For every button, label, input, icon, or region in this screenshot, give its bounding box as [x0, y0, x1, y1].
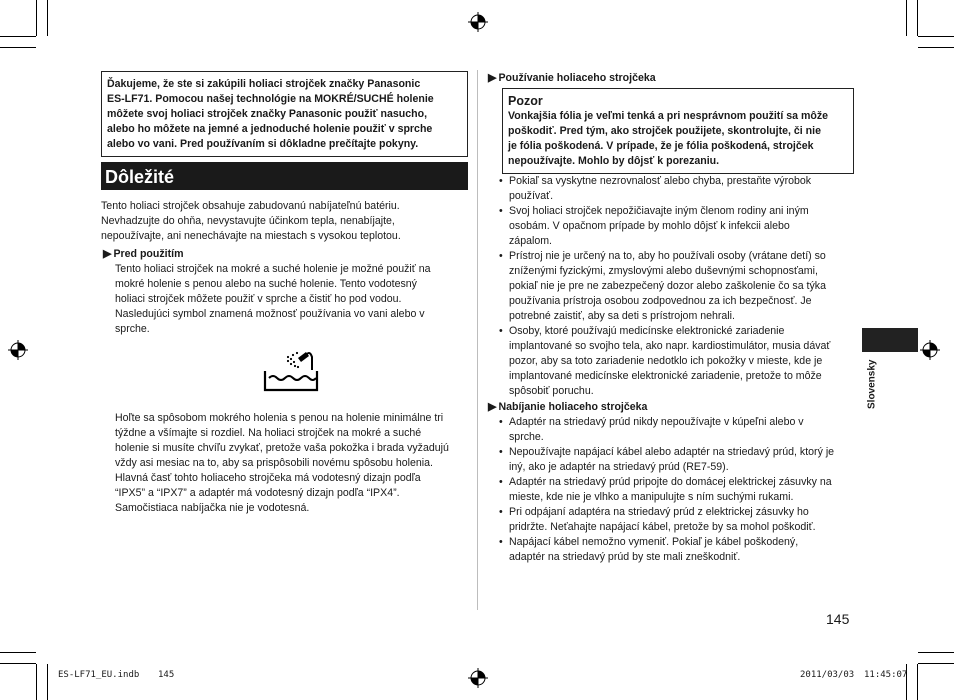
- heading-text: Nabíjanie holiaceho strojčeka: [498, 401, 648, 413]
- crop-mark: [36, 0, 37, 36]
- text-line: zápalom.: [509, 235, 552, 247]
- crop-mark: [36, 664, 37, 700]
- wet-shaving-paragraph: [115, 411, 475, 516]
- triangle-bullet-icon: ▶: [488, 401, 497, 413]
- text-line: potrebné zaistiť, aby sa deti s prístrojom nehrali.: [509, 310, 735, 322]
- crop-mark: [918, 663, 954, 664]
- intro-line: alebo vo vani. Pred používaním si dôkladne prečítajte pokyny.: [107, 138, 419, 150]
- crop-mark: [47, 0, 48, 36]
- charging-bullet-list: [497, 415, 859, 565]
- text-line: zníženými fyzickými, zmyslovými alebo duševnými schopnosťami,: [509, 265, 818, 277]
- text-line: • Prístroj nie je určený na to, aby ho používali osoby (vrátane detí) so: [509, 250, 826, 262]
- list-item: [497, 535, 859, 565]
- text-line: • Adaptér na striedavý prúd nikdy nepoužívajte v kúpeľni alebo v: [509, 416, 804, 428]
- crop-mark: [918, 47, 954, 48]
- intro-box: [101, 71, 468, 157]
- crop-mark: [0, 663, 36, 664]
- usage-heading: [488, 71, 656, 86]
- text-line: • Osoby, ktoré používajú medicínske elektronické zariadenie: [509, 325, 785, 337]
- text-line: implantované medicínske elektronické zariadenie, pretože to môže: [509, 370, 822, 382]
- text-line: spôsobiť poruchu.: [509, 385, 594, 397]
- text-line: • Pri odpájaní adaptéra na striedavý prúd z elektrickej zásuvky ho: [509, 506, 809, 518]
- registration-mark-icon: [920, 340, 940, 360]
- text-line: “IPX5” a “IPX7” a adaptér má vodotesný dizajn podľa “IPX4”.: [115, 487, 400, 499]
- list-item: [497, 415, 859, 445]
- text-line: • Adaptér na striedavý prúd pripojte do domácej elektrickej zásuvky na: [509, 476, 832, 488]
- before-use-paragraph: [115, 262, 473, 337]
- battery-warning-paragraph: [101, 199, 471, 244]
- crop-mark: [0, 36, 36, 37]
- caution-title: Pozor: [508, 94, 543, 108]
- text-line: Tento holiaci strojček na mokré a suché holenie je možné použiť na: [115, 263, 431, 275]
- list-item: [497, 324, 859, 399]
- footer-date: 2011/03/03: [800, 670, 855, 680]
- crop-mark: [918, 652, 954, 653]
- footer-time: 11:45:07: [864, 670, 908, 680]
- footer-page: 145: [158, 670, 175, 680]
- list-item: [497, 174, 859, 204]
- text-line: Samočistiaca nabíjačka nie je vodotesná.: [115, 502, 310, 514]
- heading-text: Používanie holiaceho strojčeka: [498, 72, 656, 84]
- text-line: iný, ako je adaptér na striedavý prúd (RE7-59).: [509, 461, 729, 473]
- text-line: implantované so svojho tela, ako napr. kardiostimulátor, musia dávať: [509, 340, 831, 352]
- text-line: používania prístroja osobou zodpovednou za ich bezpečnosť. Je: [509, 295, 812, 307]
- text-line: • Nepoužívajte napájací kábel alebo adaptér na striedavý prúd, ktorý je: [509, 446, 835, 458]
- registration-mark-icon: [8, 340, 28, 360]
- registration-mark-icon: [468, 12, 488, 32]
- crop-mark: [47, 664, 48, 700]
- charging-heading: [488, 400, 647, 415]
- crop-mark: [0, 47, 36, 48]
- text-line: • Svoj holiaci strojček nepožičiavajte iným členom rodiny ani iným: [509, 205, 809, 217]
- text-line: používať.: [509, 190, 554, 202]
- language-tab: [862, 328, 918, 352]
- text-line: Nasledujúci symbol znamená možnosť používania vo vani alebo v: [115, 308, 425, 320]
- caution-line: nepoužívajte. Mohlo by dôjsť k porezaniu.: [508, 155, 720, 167]
- intro-line: ES-LF71. Pomocou našej technológie na MOKRÉ/SUCHÉ holenie: [107, 93, 434, 105]
- usage-bullet-list: [497, 174, 859, 399]
- text-line: mokré holenie s penou alebo na suché holenie. Tento vodotesný: [115, 278, 417, 290]
- before-use-heading: [103, 247, 184, 262]
- text-line: mieste, kde nie je vlhko a manipulujte s ním suchými rukami.: [509, 491, 794, 503]
- text-line: sprche.: [115, 323, 150, 335]
- bath-shower-icon: [262, 348, 320, 394]
- list-item: [497, 204, 859, 249]
- caution-line: poškodiť. Pred tým, ako strojček použijete, skontrolujte, či nie: [508, 125, 821, 137]
- text-line: osobám. V opačnom prípade by mohlo dôjsť k infekcii alebo: [509, 220, 790, 232]
- text-line: • Napájací kábel nemožno vymeniť. Pokiaľ je kábel poškodený,: [509, 536, 799, 548]
- text-line: nepoužívajte, ani nenechávajte na miestach s vysokou teplotou.: [101, 230, 401, 242]
- text-line: pokiaľ nie je pre ne zabezpečený dozor alebo zaškolenie čo sa týka: [509, 280, 826, 292]
- text-line: Nevhadzujte do ohňa, nevystavujte účinkom tepla, nenabíjajte,: [101, 215, 395, 227]
- text-line: pozor, aby sa toto zariadenie nedotklo ich pokožky v mieste, kde je: [509, 355, 823, 367]
- section-title: Dôležité: [101, 162, 468, 190]
- list-item: [497, 445, 859, 475]
- intro-line: alebo ho môžete na jemné a jednoduché holenie použiť v sprche: [107, 123, 433, 135]
- column-divider: [477, 70, 478, 610]
- text-line: týždne a všímajte si rozdiel. Na holiaci strojček na mokré a suché: [115, 427, 422, 439]
- page-number: 145: [826, 611, 850, 627]
- intro-line: Ďakujeme, že ste si zakúpili holiaci strojček značky Panasonic: [107, 78, 421, 90]
- text-line: • Pokiaľ sa vyskytne nezrovnalosť alebo chyba, prestaňte výrobok: [509, 175, 812, 187]
- text-line: holenie si musíte chvíľu zvykať, pretože vaša pokožka i brada vyžadujú: [115, 442, 449, 454]
- language-label: Slovensky: [866, 359, 878, 409]
- text-line: vždy asi mesiac na to, aby sa prispôsobili novému spôsobu holenia.: [115, 457, 433, 469]
- text-line: adaptér na striedavý prúd by ste mali zneškodniť.: [509, 551, 741, 563]
- crop-mark: [918, 36, 954, 37]
- list-item: [497, 249, 859, 324]
- footer-file: ES-LF71_EU.indb: [58, 670, 140, 680]
- text-line: Hoľte sa spôsobom mokrého holenia s penou na holenie minimálne tri: [115, 412, 444, 424]
- caution-line: Vonkajšia fólia je veľmi tenká a pri nesprávnom použití sa môže: [508, 110, 829, 122]
- registration-mark-icon: [468, 668, 488, 688]
- crop-mark: [0, 652, 36, 653]
- text-line: holiaci strojček môžete použiť v sprche a čistiť ho pod vodou.: [115, 293, 402, 305]
- crop-mark: [917, 664, 918, 700]
- triangle-bullet-icon: ▶: [103, 248, 112, 260]
- text-line: Hlavná časť tohto holiaceho strojčeka má vodotesný dizajn podľa: [115, 472, 421, 484]
- heading-text: Pred použitím: [113, 248, 184, 260]
- text-line: pridržte. Neťahajte napájací kábel, pretože by sa mohol poškodiť.: [509, 521, 816, 533]
- text-line: sprche.: [509, 431, 544, 443]
- caution-line: je fólia poškodená. V prípade, že je fólia poškodená, strojček: [508, 140, 814, 152]
- triangle-bullet-icon: ▶: [488, 72, 497, 84]
- list-item: [497, 475, 859, 505]
- intro-line: môžete svoj holiaci strojček značky Panasonic použiť nasucho,: [107, 108, 428, 120]
- crop-mark: [917, 0, 918, 36]
- text-line: Tento holiaci strojček obsahuje zabudovanú nabíjateľnú batériu.: [101, 200, 400, 212]
- caution-box: [502, 88, 854, 174]
- crop-mark: [906, 0, 907, 36]
- list-item: [497, 505, 859, 535]
